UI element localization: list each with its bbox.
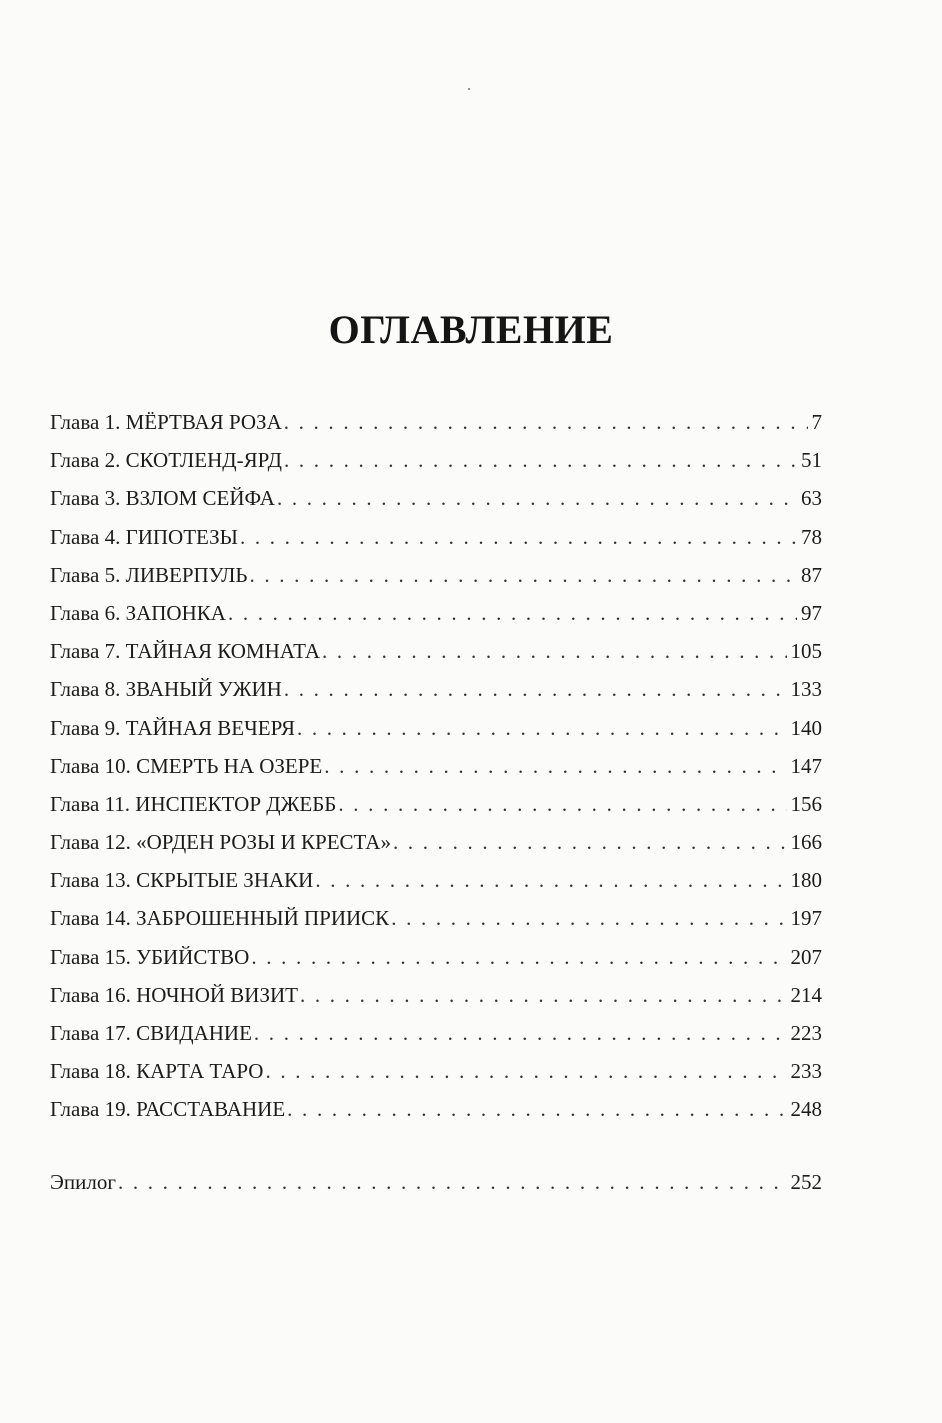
toc-entry-label: Глава 2. СКОТЛЕНД-ЯРД [50, 448, 282, 473]
toc-entry [50, 594, 822, 632]
toc-entry [50, 938, 822, 976]
print-speck [468, 88, 470, 90]
dot-leader [322, 632, 786, 670]
toc-entry-label: Глава 10. СМЕРТЬ НА ОЗЕРЕ [50, 753, 323, 778]
toc-entry [50, 670, 822, 708]
toc-entry-page: 197 [790, 906, 822, 931]
toc-entry-label: Глава 16. НОЧНОЙ ВИЗИТ [50, 982, 298, 1007]
toc-entry-label: Глава 19. РАССТАВАНИЕ [50, 1097, 286, 1122]
dot-leader [240, 518, 797, 556]
dot-leader [297, 709, 787, 747]
epilogue-label: Эпилог [50, 1170, 116, 1194]
toc-entry [50, 1014, 822, 1052]
toc-entry [50, 632, 822, 670]
toc-entry-page: 140 [790, 715, 822, 740]
toc-entry [50, 899, 822, 937]
toc-entry-page: 207 [790, 944, 822, 969]
toc-entry [50, 976, 822, 1014]
toc-epilogue [50, 1163, 822, 1201]
dot-leader [249, 556, 797, 594]
dot-leader [338, 785, 786, 823]
toc-entry-label: Глава 1. МЁРТВАЯ РОЗА [50, 410, 282, 434]
toc-entry [50, 441, 822, 479]
toc-entry-epilogue [50, 1163, 822, 1201]
epilogue-page: 252 [790, 1170, 822, 1194]
toc-entry-label: Глава 4. ГИПОТЕЗЫ [50, 524, 238, 549]
dot-leader [391, 899, 786, 937]
dot-leader [315, 861, 786, 899]
dot-leader [287, 1090, 786, 1128]
toc-entry [50, 403, 822, 441]
dot-leader [284, 403, 808, 441]
toc-entry [50, 861, 822, 899]
toc-entry-label: Глава 17. СВИДАНИЕ [50, 1021, 252, 1045]
toc-entry-page: 166 [790, 830, 822, 855]
toc-entry-page: 105 [790, 639, 822, 664]
toc-entry [50, 709, 822, 747]
toc-entry-label: Глава 11. ИНСПЕКТОР ДЖЕББ [50, 791, 337, 816]
toc-entry-page: 214 [790, 982, 822, 1007]
toc-entry [50, 1090, 822, 1128]
toc-entry-page: 78 [801, 524, 822, 549]
dot-leader [284, 441, 797, 479]
dot-leader [228, 594, 797, 632]
toc-entry-page: 87 [801, 562, 822, 587]
table-of-contents [50, 403, 822, 1129]
toc-entry-label: Глава 9. ТАЙНАЯ ВЕЧЕРЯ [50, 715, 295, 740]
toc-entry-page: 7 [811, 410, 822, 434]
toc-entry-page: 147 [790, 753, 822, 778]
dot-leader [118, 1163, 787, 1201]
toc-entry-label: Глава 7. ТАЙНАЯ КОМНАТА [50, 639, 321, 664]
dot-leader [265, 1052, 786, 1090]
toc-entry-page: 248 [790, 1097, 822, 1122]
toc-entry-label: Глава 6. ЗАПОНКА [50, 600, 226, 625]
toc-entry-page: 63 [801, 486, 822, 511]
toc-entry-label: Глава 18. КАРТА ТАРО [50, 1059, 264, 1084]
toc-entry-label: Глава 13. СКРЫТЫЕ ЗНАКИ [50, 868, 314, 893]
toc-entry-page: 223 [790, 1021, 822, 1045]
toc-entry [50, 556, 822, 594]
toc-entry-label: Глава 3. ВЗЛОМ СЕЙФА [50, 486, 275, 511]
toc-entry [50, 785, 822, 823]
page-title: ОГЛАВЛЕНИЕ [328, 307, 614, 352]
toc-entry [50, 1052, 822, 1090]
toc-entry [50, 747, 822, 785]
toc-entry-label: Глава 5. ЛИВЕРПУЛЬ [50, 562, 248, 587]
toc-entry-page: 233 [790, 1059, 822, 1084]
dot-leader [284, 670, 787, 708]
toc-entry-label: Глава 12. «ОРДЕН РОЗЫ И КРЕСТА» [50, 830, 391, 855]
toc-entry [50, 479, 822, 517]
toc-entry-page: 133 [790, 677, 822, 702]
dot-leader [300, 976, 787, 1014]
dot-leader [324, 747, 786, 785]
toc-entry-label: Глава 14. ЗАБРОШЕННЫЙ ПРИИСК [50, 906, 390, 931]
toc-entry-label: Глава 15. УБИЙСТВО [50, 944, 250, 969]
dot-leader [277, 479, 797, 517]
dot-leader [251, 938, 786, 976]
toc-entry-page: 180 [790, 868, 822, 893]
toc-entry [50, 518, 822, 556]
toc-entry-page: 97 [801, 600, 822, 625]
dot-leader [393, 823, 787, 861]
dot-leader [254, 1014, 787, 1052]
toc-entry-page: 156 [790, 791, 822, 816]
toc-entry-page: 51 [801, 448, 822, 473]
toc-entry [50, 823, 822, 861]
toc-entry-label: Глава 8. ЗВАНЫЙ УЖИН [50, 677, 282, 702]
